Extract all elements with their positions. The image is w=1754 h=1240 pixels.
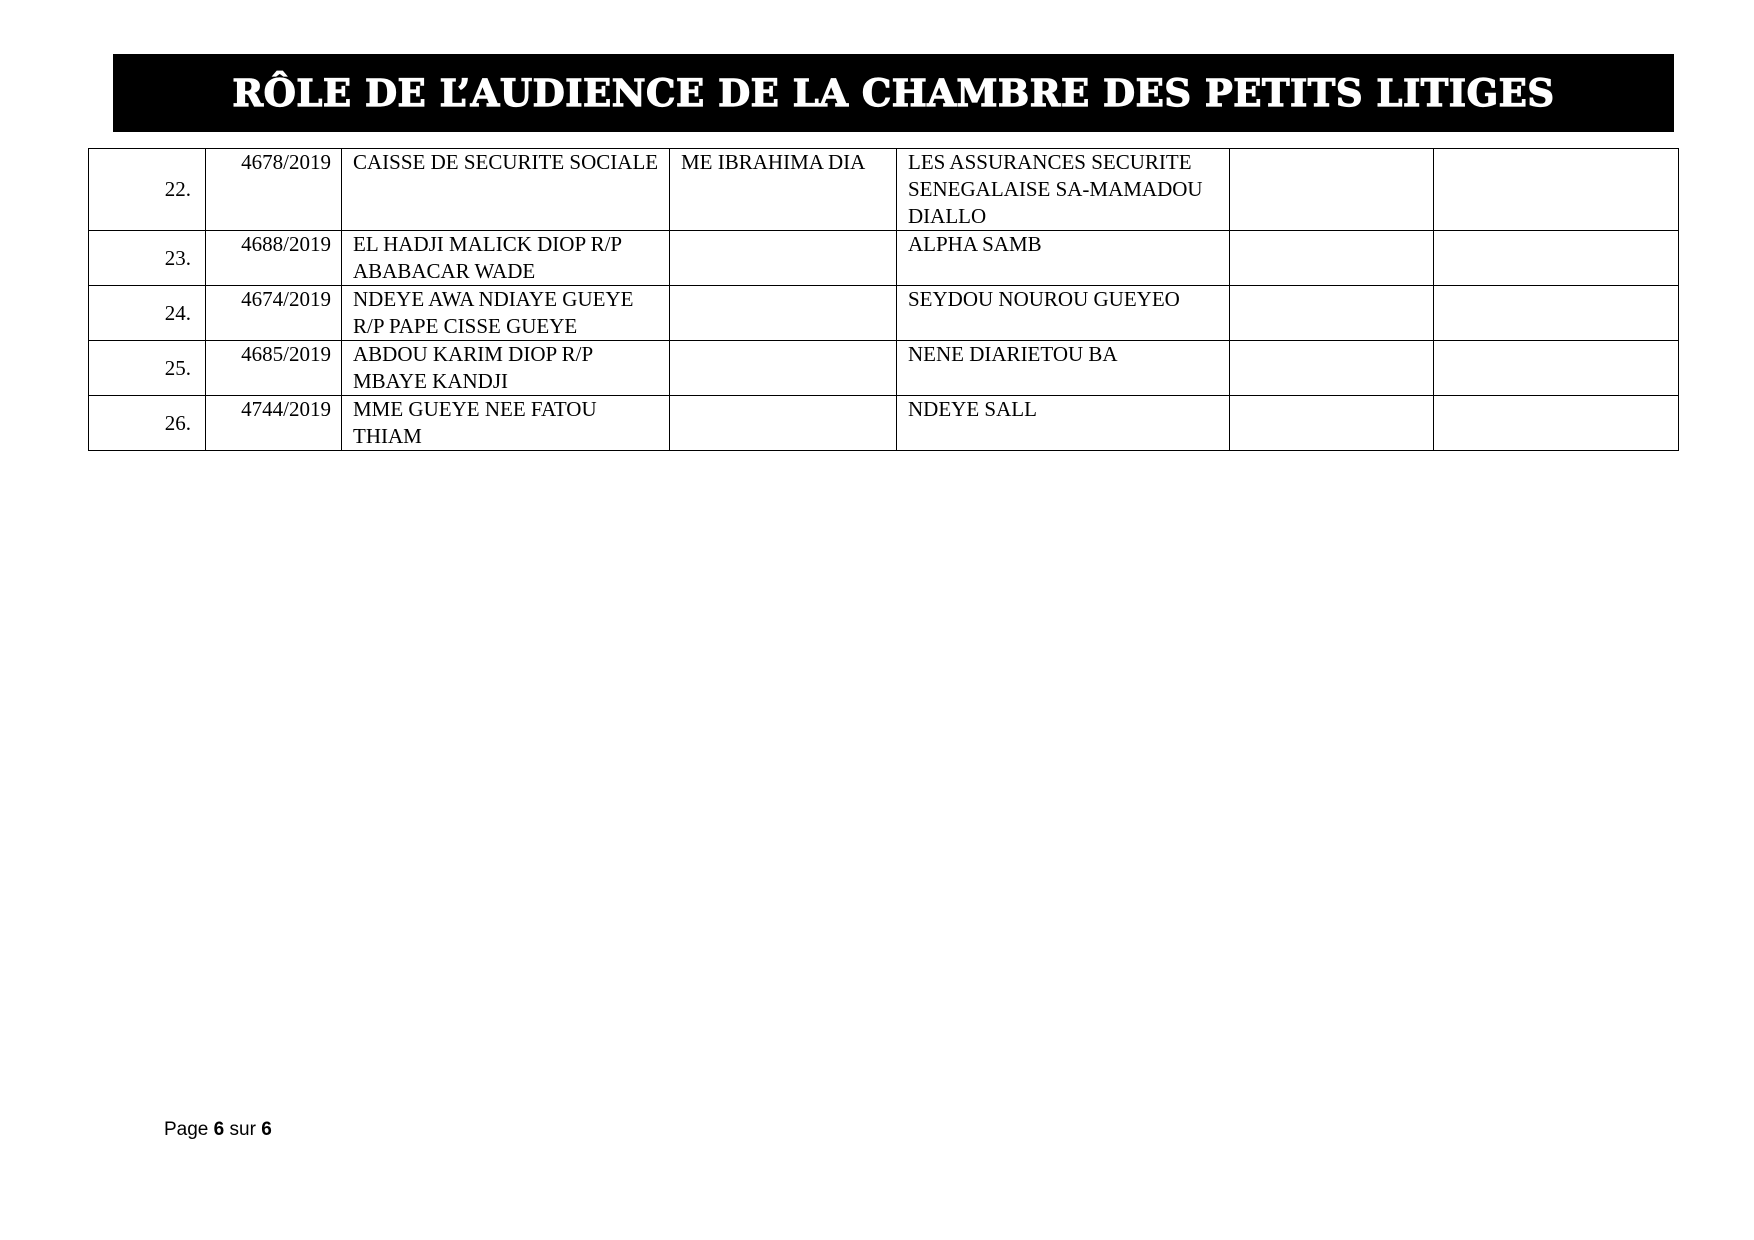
lawyer-cell: ME IBRAHIMA DIA: [670, 149, 897, 231]
lawyer-cell: [670, 286, 897, 341]
defendant-cell: [897, 396, 1230, 451]
empty-cell: [1230, 341, 1434, 396]
page-title: RÔLE DE L’AUDIENCE DE LA CHAMBRE DES PETITS LITIGES: [232, 71, 1555, 115]
plaintiff-line: ABABACAR WADE: [353, 259, 536, 283]
case-number: 4744/2019: [206, 396, 342, 451]
total-page-count: 6: [261, 1119, 272, 1140]
empty-cell: [1434, 231, 1679, 286]
defendant-line: SEYDOU NOUROU GUEYEO: [908, 287, 1180, 311]
row-number: 24.: [89, 286, 206, 341]
defendant-cell: [897, 341, 1230, 396]
defendant-cell: [897, 149, 1230, 231]
hearing-roll-table: [88, 148, 1679, 451]
of-label: sur: [229, 1119, 256, 1140]
title-banner: [113, 54, 1674, 132]
plaintiff-cell: [342, 396, 670, 451]
row-number: 22.: [89, 149, 206, 231]
plaintiff-cell: [342, 341, 670, 396]
case-number: 4674/2019: [206, 286, 342, 341]
defendant-line: SENEGALAISE SA-MAMADOU: [908, 177, 1203, 201]
plaintiff-cell: [342, 231, 670, 286]
plaintiff-cell: [342, 149, 670, 231]
table-row: [89, 149, 1679, 231]
plaintiff-line: MBAYE KANDJI: [353, 369, 508, 393]
case-number: 4678/2019: [206, 149, 342, 231]
empty-cell: [1434, 341, 1679, 396]
plaintiff-line: R/P PAPE CISSE GUEYE: [353, 314, 578, 338]
case-number: 4685/2019: [206, 341, 342, 396]
empty-cell: [1434, 149, 1679, 231]
table-row: [89, 286, 1679, 341]
row-number: 25.: [89, 341, 206, 396]
plaintiff-line: ABDOU KARIM DIOP R/P: [353, 342, 594, 366]
table-row: [89, 231, 1679, 286]
empty-cell: [1230, 231, 1434, 286]
table-row: [89, 396, 1679, 451]
empty-cell: [1230, 286, 1434, 341]
row-number: 26.: [89, 396, 206, 451]
case-number: 4688/2019: [206, 231, 342, 286]
plaintiff-line: MME GUEYE NEE FATOU: [353, 397, 597, 421]
empty-cell: [1230, 149, 1434, 231]
empty-cell: [1230, 396, 1434, 451]
plaintiff-line: THIAM: [353, 424, 422, 448]
defendant-line: LES ASSURANCES SECURITE: [908, 150, 1192, 174]
lawyer-cell: [670, 396, 897, 451]
defendant-line: NDEYE SALL: [908, 397, 1037, 421]
table-row: [89, 341, 1679, 396]
page-label: Page: [164, 1119, 209, 1140]
plaintiff-line: CAISSE DE SECURITE SOCIALE: [353, 150, 659, 174]
current-page-number: 6: [213, 1119, 225, 1140]
empty-cell: [1434, 396, 1679, 451]
lawyer-cell: [670, 341, 897, 396]
plaintiff-line: NDEYE AWA NDIAYE GUEYE: [353, 287, 634, 311]
defendant-cell: [897, 231, 1230, 286]
empty-cell: [1434, 286, 1679, 341]
page-footer: [164, 1119, 272, 1141]
plaintiff-cell: [342, 286, 670, 341]
row-number: 23.: [89, 231, 206, 286]
lawyer-cell: [670, 231, 897, 286]
defendant-line: ALPHA SAMB: [908, 232, 1042, 256]
defendant-cell: [897, 286, 1230, 341]
plaintiff-line: EL HADJI MALICK DIOP R/P: [353, 232, 623, 256]
defendant-line: DIALLO: [908, 204, 987, 228]
defendant-line: NENE DIARIETOU BA: [908, 342, 1118, 366]
